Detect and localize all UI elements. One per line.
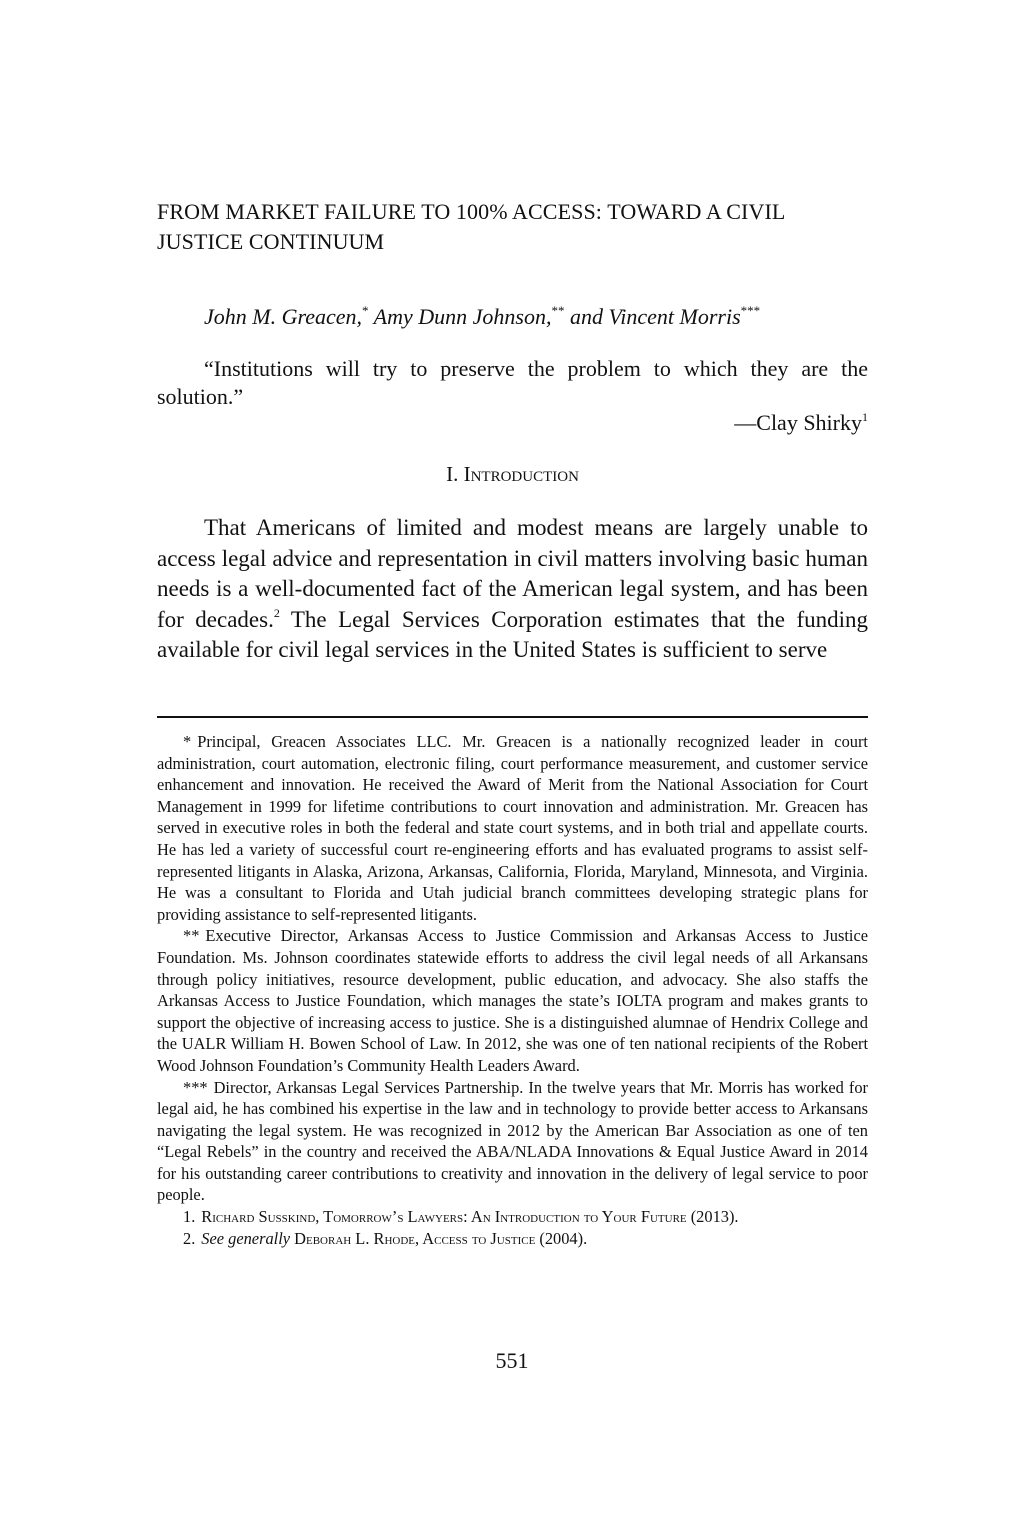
epigraph-quote: “Institutions will try to preserve the problem to which they are the solution.” xyxy=(157,356,868,409)
article-title: FROM MARKET FAILURE TO 100% ACCESS: TOWARD A CIVIL JUSTICE CONTINUUM xyxy=(157,199,785,254)
author-johnson: Amy Dunn Johnson, xyxy=(368,304,552,329)
footnote-2 xyxy=(157,1228,868,1250)
footnote-marker: * xyxy=(183,732,192,751)
page-number: 551 xyxy=(495,1348,529,1373)
footnote-marker: *** xyxy=(183,1077,208,1097)
footnote-marker: ** xyxy=(183,926,200,946)
footnote-ref-2: 2 xyxy=(273,605,280,620)
author-greacen: John M. Greacen, xyxy=(204,304,363,329)
epigraph-attribution xyxy=(157,410,868,436)
footnote-marker: 1. xyxy=(183,1207,196,1227)
author-line xyxy=(204,304,868,330)
footnote-ref-star: * xyxy=(362,303,369,318)
footnote-text: Principal, Greacen Associates LLC. Mr. Greacen is a nationally recognized leader in court administration, court automation, electronic filing, court performance measurement, and customer service enhancement and innovation. He received the Award of Merit from the National Association for Court Management in 1999 for lifetime contributions to court innovation and administration. Mr. Greacen has served in executive roles in both the federal and state court systems, and in both trial and appellate courts. He has led a variety of successful court re-engineering efforts and has evaluated programs to assist self-represented litigants in Alaska, Arizona, Arkansas, California, Florida, Maryland, Minnesota, and Virginia. He was a consultant to Florida and Utah judicial branch committees developing strategic plans for providing assistance to self-represented litigants. xyxy=(157,732,868,924)
footnote-text: Director, Arkansas Legal Services Partnership. In the twelve years that Mr. Morris has worked for legal aid, he has combined his expertise in the law and in technology to provide better access to Arkansans navigating the legal system. He was recognized in 2012 by the American Bar Association as one of ten “Legal Rebels” in the country and received the ABA/NLADA Innovations & Equal Justice Award in 2014 for his outstanding career contributions to creativity and innovation in the delivery of legal service to poor people. xyxy=(157,1077,868,1205)
body-text-part1: That Americans of limited and modest means are largely unable to access legal advice and representation in civil matters involving basic human needs is a well-documented fact of the American legal system, and has been for decades. xyxy=(157,515,868,632)
footnote-text: Executive Director, Arkansas Access to Justice Commission and Arkansas Access to Justice Foundation. Ms. Johnson coordinates statewide efforts to address the civil legal needs of all Arkansans through policy initiatives, resource development, public education, and advocacy. She also staffs the Arkansas Access to Justice Foundation, which manages the state’s IOLTA program and makes grants to support the objective of increasing access to justice. She is a distinguished alumnae of Hendrix College and the UALR William H. Bowen School of Law. In 2012, she was one of ten national recipients of the Robert Wood Johnson Foundation’s Community Health Leaders Award. xyxy=(157,926,868,1075)
body-text-part2: The Legal Services Corporation estimates that the funding available for civil legal services in the United States is sufficient to serve xyxy=(157,606,868,662)
footnote-divider xyxy=(157,716,868,718)
footnote-ref-triple-star: *** xyxy=(740,303,761,318)
footnotes-block xyxy=(157,731,868,1249)
footnote-ref-double-star: ** xyxy=(551,303,565,318)
footnote-triple-star xyxy=(157,1077,868,1207)
attribution-name: —Clay Shirky xyxy=(734,410,862,435)
section-title: Introduction xyxy=(463,462,579,486)
section-numeral: I. xyxy=(446,462,464,486)
footnote-star xyxy=(157,731,868,925)
section-heading xyxy=(157,462,868,487)
footnote-text: Richard Susskind, Tomorrow’s Lawyers: An Introduction to Your Future (2013). xyxy=(201,1207,739,1227)
footnote-ref-1: 1 xyxy=(862,410,868,424)
footnote-text: Deborah L. Rhode, Access to Justice (2004). xyxy=(290,1228,588,1248)
footnote-signal: See generally xyxy=(201,1228,291,1248)
author-morris: and Vincent Morris xyxy=(564,304,741,329)
footnote-double-star xyxy=(157,925,868,1076)
body-paragraph xyxy=(157,513,868,666)
footnote-marker: 2. xyxy=(183,1228,196,1248)
footnote-1 xyxy=(157,1206,868,1228)
